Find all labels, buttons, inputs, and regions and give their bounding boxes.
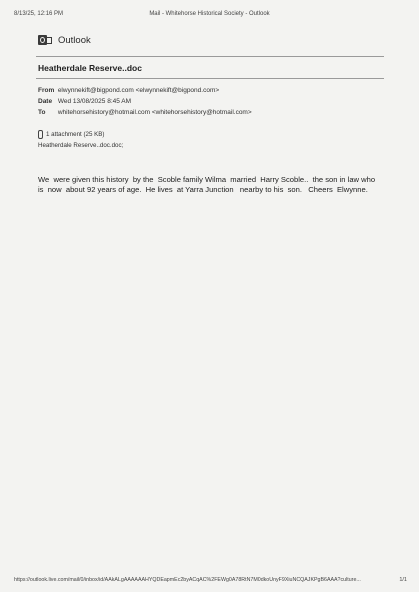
to-value: whitehorsehistory@hotmail.com <whitehorsehistory@hotmail.com> [57, 109, 252, 116]
print-title: Mail - Whitehorse Historical Society - Outlook [149, 11, 270, 17]
print-url: https://outlook.live.com/mail/0/inbox/id/AAkALgAAAAAAHYQDEapmEc2byACqAC%2FEWg0A78RtN7M0dkoUnyF9XiuNCQAJKPgB6AAA?culture... [14, 577, 361, 583]
attachment-file: Heatherdale Reserve..doc.doc; [38, 142, 124, 149]
date-value: Wed 13/08/2025 8:45 AM [57, 98, 132, 105]
outlook-logo-icon [38, 34, 52, 46]
outlook-brand [38, 34, 91, 46]
paperclip-icon [38, 130, 43, 139]
print-datetime: 8/13/25, 12:16 PM [14, 11, 64, 17]
email-subject: Heatherdale Reserve..doc [38, 63, 142, 73]
date-row [38, 98, 131, 105]
to-label: To [38, 109, 46, 116]
from-value: elwynnekift@bigpond.com <elwynnekift@bigpond.com> [57, 87, 220, 94]
from-row [38, 87, 219, 94]
email-body: We were given this history by the Scoble family Wilma married Harry Scoble.. the son in law who is now about 92 years of age. He lives at Yarra Junction nearby to his son. Cheers Elwynne. [38, 175, 376, 194]
divider [36, 56, 384, 57]
brand-name: Outlook [58, 34, 91, 46]
from-label: From [38, 87, 55, 94]
attachment-summary-row [38, 130, 104, 139]
divider [36, 78, 384, 79]
date-label: Date [38, 98, 53, 105]
to-row [38, 109, 252, 116]
attachment-summary: 1 attachment (25 KB) [46, 131, 105, 138]
page-number: 1/1 [399, 577, 407, 583]
